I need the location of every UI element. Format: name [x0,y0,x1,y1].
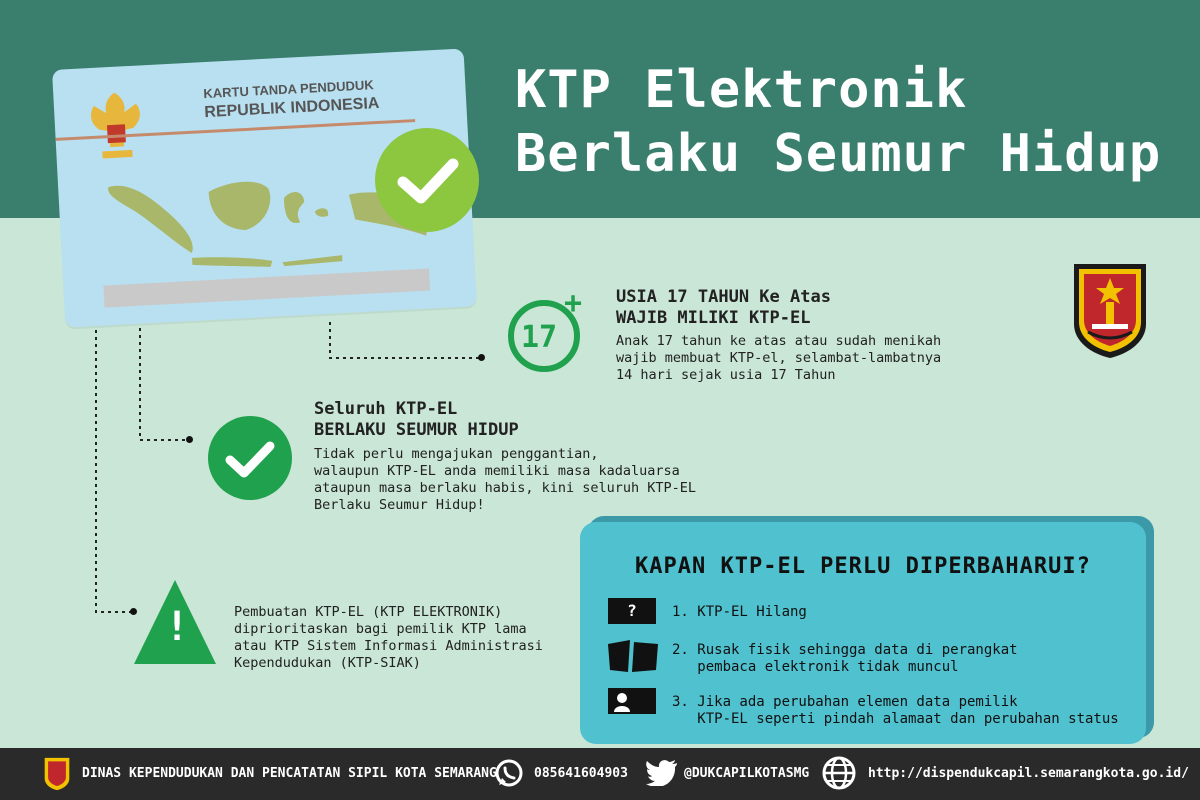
lifetime-heading: Seluruh KTP-EL BERLAKU SEUMUR HIDUP [314,399,519,440]
connector-dot [478,354,485,361]
age-17-body: Anak 17 tahun ke atas atau sudah menikah wajib membuat KTP-el, selambat-lambatnya 14 hari sejak usia 17 Tahun [616,333,942,383]
footer-phone[interactable]: 085641604903 [534,766,628,781]
renewal-panel [580,522,1146,744]
footer-bar [0,748,1200,800]
footer-org: DINAS KEPENDUDUKAN DAN PENCATATAN SIPIL KOTA SEMARANG [82,766,497,781]
whatsapp-icon [494,758,524,788]
semarang-city-logo [44,757,70,791]
card-line-1: KARTU TANDA PENDUDUK [203,77,375,102]
lifetime-body: Tidak perlu mengajukan penggantian, walaupun KTP-EL anda memiliki masa kadaluarsa ataupun masa berlaku habis, kini seluruh KTP-EL Berlaku Seumur Hidup! [314,446,697,513]
renewal-panel-title: KAPAN KTP-EL PERLU DIPERBAHARUI? [635,554,1091,579]
footer-twitter[interactable]: @DUKCAPILKOTASMG [684,766,810,781]
priority-body: Pembuatan KTP-EL (KTP ELEKTRONIK) diprioritaskan bagi pemilik KTP lama atau KTP Sistem Informasi Administrasi Kependudukan (KTP-SIAK) [234,604,543,671]
twitter-icon [646,760,678,786]
semarang-city-logo [1072,262,1148,360]
age-17-plus: + [564,286,583,321]
renewal-item: 2. Rusak fisik sehingga data di perangkat pembaca elektronik tidak muncul [672,642,1018,675]
broken-card-icon [608,640,658,672]
age-17-heading: USIA 17 TAHUN Ke Atas WAJIB MILIKI KTP-EL [616,287,831,328]
check-circle-icon [208,416,292,500]
age-17-number: 17 [521,320,558,355]
warning-mark: ! [165,604,190,650]
globe-icon [822,756,856,790]
warning-triangle-icon [132,578,218,666]
age-17-badge [504,286,588,376]
renewal-item: 1. KTP-EL Hilang [672,604,807,620]
renewal-item: 3. Jika ada perubahan elemen data pemilik KTP-EL seperti pindah alamaat dan perubahan status [672,694,1119,727]
card-line-2: REPUBLIK INDONESIA [203,94,380,122]
question-icon: ? [608,598,656,624]
id-person-icon [608,688,656,714]
connector-dot [186,436,193,443]
page-title: KTP Elektronik Berlaku Seumur Hidup [515,60,1162,184]
footer-url[interactable]: http://dispendukcapil.semarangkota.go.id/ [868,766,1189,781]
